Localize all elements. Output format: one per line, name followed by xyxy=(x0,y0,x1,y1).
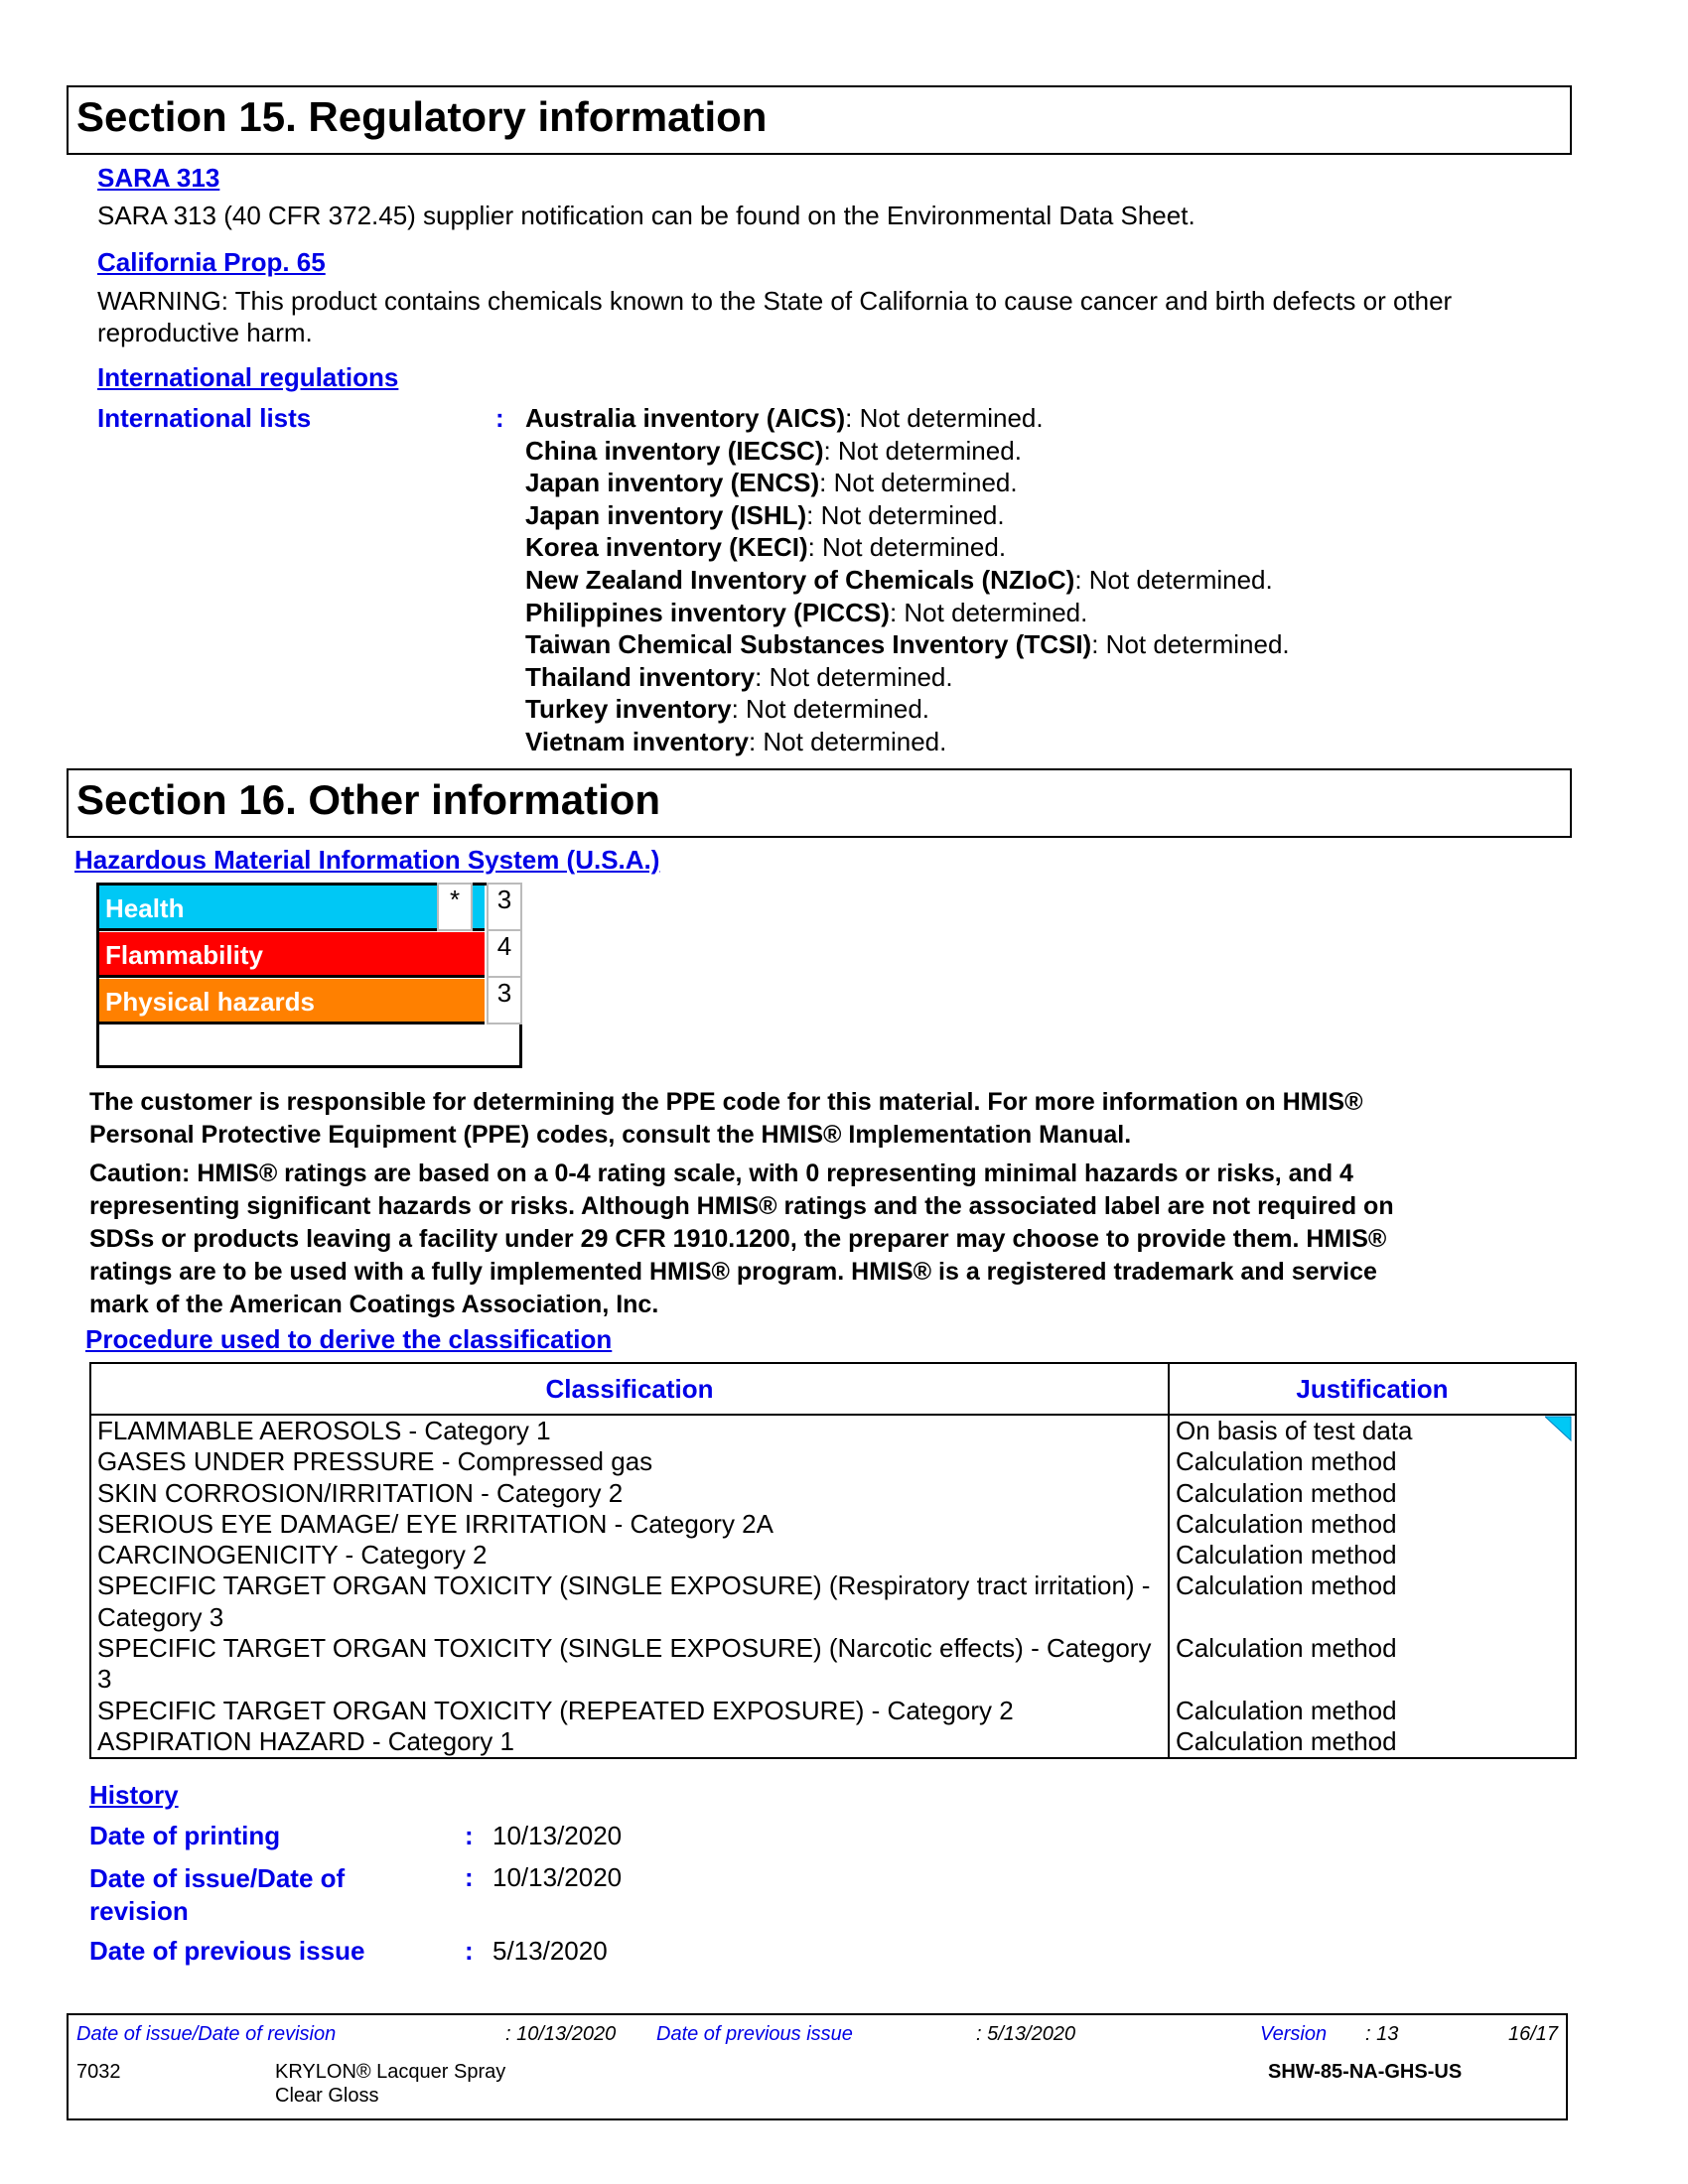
justification-cell: On basis of test data xyxy=(1176,1416,1413,1445)
history-link[interactable]: History xyxy=(89,1780,179,1810)
inventory-status: : Not determined. xyxy=(806,499,1005,530)
justification-cell: Calculation method xyxy=(1176,1633,1397,1664)
text-line: representing significant hazards or risks. Although HMIS® ratings and the associated label are not required on xyxy=(89,1192,1394,1220)
justification-cell: Calculation method xyxy=(1176,1477,1397,1508)
hmis-row-physical-hazards: Physical hazards xyxy=(99,979,485,1024)
classification-cell: SPECIFIC TARGET ORGAN TOXICITY (REPEATED EXPOSURE) - Category 2 xyxy=(90,1696,1169,1726)
classification-cell: GASES UNDER PRESSURE - Compressed gas xyxy=(90,1446,1169,1477)
table-row xyxy=(90,1570,1576,1633)
hmis-rating-table xyxy=(96,883,522,1068)
inventory-status: : Not determined. xyxy=(1074,565,1273,595)
inventory-status: : Not determined. xyxy=(819,468,1018,498)
hmis-row-health: Health xyxy=(99,886,485,931)
inventory-item xyxy=(525,662,953,693)
colon: : xyxy=(465,1821,474,1850)
inventory-item xyxy=(525,629,1290,660)
table-row xyxy=(90,1726,1576,1758)
table-row xyxy=(90,1633,1576,1696)
text-line: mark of the American Coatings Association, Inc. xyxy=(89,1291,659,1318)
history-value: 10/13/2020 xyxy=(492,1821,623,1850)
intl-lists-label: International lists xyxy=(97,403,312,433)
inventory-name: China inventory (IECSC) xyxy=(525,435,824,466)
inventory-item xyxy=(525,694,929,725)
justification-cell: Calculation method xyxy=(1176,1725,1397,1756)
inventory-item xyxy=(525,436,1022,467)
table-row xyxy=(90,1696,1576,1726)
text-line: ratings are to be used with a fully implemented HMIS® program. HMIS® is a registered trademark and service xyxy=(89,1258,1377,1286)
inventory-status: : Not determined. xyxy=(1091,629,1290,660)
inventory-name: Philippines inventory (PICCS) xyxy=(525,597,890,627)
inventory-status: : Not determined. xyxy=(823,435,1022,466)
inventory-item xyxy=(525,598,1087,628)
hmis-link[interactable]: Hazardous Material Information System (U.S.A.) xyxy=(74,845,660,875)
inventory-name: Vietnam inventory xyxy=(525,727,749,756)
page-number: 16/17 xyxy=(1508,2023,1559,2045)
history-value: 5/13/2020 xyxy=(492,1936,608,1966)
section-16-header xyxy=(67,768,1572,838)
table-row xyxy=(90,1478,1576,1509)
colon: : xyxy=(465,1936,474,1966)
justification-cell: Calculation method xyxy=(1176,1540,1397,1570)
justification-cell: Calculation method xyxy=(1176,1695,1397,1725)
triangle-marker-icon xyxy=(1545,1415,1573,1442)
text-line: Caution: HMIS® ratings are based on a 0-4 rating scale, with 0 representing minimal hazards or risks, and 4 xyxy=(89,1160,1353,1187)
inventory-name: Japan inventory (ENCS) xyxy=(525,468,820,498)
classification-cell: CARCINOGENICITY - Category 2 xyxy=(90,1540,1169,1570)
hmis-chronic-marker: * xyxy=(437,883,473,931)
header-justification: Justification xyxy=(1169,1363,1576,1415)
classification-cell: SERIOUS EYE DAMAGE/ EYE IRRITATION - Category 2A xyxy=(90,1509,1169,1540)
classification-cell: SPECIFIC TARGET ORGAN TOXICITY (SINGLE EXPOSURE) (Respiratory tract irritation) - Category 3 xyxy=(90,1570,1169,1633)
history-label: Date of printing xyxy=(89,1821,281,1850)
hmis-rating-value: 4 xyxy=(487,929,522,978)
table-row xyxy=(90,1446,1576,1477)
inventory-status: : Not determined. xyxy=(755,661,953,692)
inventory-item xyxy=(525,727,946,757)
classification-cell: ASPIRATION HAZARD - Category 1 xyxy=(90,1726,1169,1758)
inventory-name: Thailand inventory xyxy=(525,661,756,692)
product-name: KRYLON® Lacquer Spray xyxy=(275,2061,506,2083)
section-title: Section 15. Regulatory information xyxy=(76,93,768,140)
section-15-header xyxy=(67,85,1572,155)
page-footer xyxy=(67,2013,1568,2120)
inventory-name: Korea inventory (KECI) xyxy=(525,532,808,563)
justification-cell: Calculation method xyxy=(1176,1570,1397,1601)
section-title: Section 16. Other information xyxy=(76,776,661,823)
product-code: 7032 xyxy=(76,2061,121,2083)
prop65-text: WARNING: This product contains chemicals known to the State of California to cause cancer and birth defects or other xyxy=(97,286,1453,316)
sara-text: SARA 313 (40 CFR 372.45) supplier notification can be found on the Environmental Data Sheet. xyxy=(97,201,1196,230)
inventory-name: Japan inventory (ISHL) xyxy=(525,499,807,530)
inventory-status: : Not determined. xyxy=(748,727,947,756)
sara-313-link[interactable]: SARA 313 xyxy=(97,163,220,193)
caution-note xyxy=(89,1158,1559,1321)
table-row xyxy=(90,1415,1576,1446)
inventory-status: : Not determined. xyxy=(845,403,1044,433)
document-id: SHW-85-NA-GHS-US xyxy=(1268,2061,1463,2083)
text-line: The customer is responsible for determining the PPE code for this material. For more information on HMIS® xyxy=(89,1088,1363,1116)
inventory-name: Taiwan Chemical Substances Inventory (TCSI) xyxy=(525,629,1092,660)
footer-prev-value: : 5/13/2020 xyxy=(976,2023,1076,2045)
prop65-link[interactable]: California Prop. 65 xyxy=(97,247,326,277)
procedure-link[interactable]: Procedure used to derive the classification xyxy=(85,1324,613,1354)
text-line: Personal Protective Equipment (PPE) codes, consult the HMIS® Implementation Manual. xyxy=(89,1121,1132,1149)
footer-issue-label: Date of issue/Date of revision xyxy=(76,2023,337,2045)
footer-version-value: : 13 xyxy=(1365,2023,1399,2045)
classification-cell: SKIN CORROSION/IRRITATION - Category 2 xyxy=(90,1478,1169,1509)
text-line: SDSs or products leaving a facility under 29 CFR 1910.1200, the preparer may choose to provide them. HMIS® xyxy=(89,1225,1387,1253)
header-classification: Classification xyxy=(90,1363,1169,1415)
history-label: Date of previous issue xyxy=(89,1936,365,1966)
hmis-row-flammability: Flammability xyxy=(99,932,485,978)
inventory-item xyxy=(525,500,1005,531)
footer-prev-label: Date of previous issue xyxy=(656,2023,853,2045)
colon: : xyxy=(495,403,504,433)
inventory-status: : Not determined. xyxy=(731,694,930,725)
inventory-status: : Not determined. xyxy=(889,597,1088,627)
classification-cell: SPECIFIC TARGET ORGAN TOXICITY (SINGLE EXPOSURE) (Narcotic effects) - Category 3 xyxy=(90,1633,1169,1696)
ppe-note xyxy=(89,1086,1559,1152)
justification-cell: Calculation method xyxy=(1176,1508,1397,1539)
intl-regs-link[interactable]: International regulations xyxy=(97,362,399,392)
product-name: Clear Gloss xyxy=(275,2085,379,2107)
table-row xyxy=(90,1540,1576,1570)
inventory-item xyxy=(525,532,1006,563)
classification-cell: FLAMMABLE AEROSOLS - Category 1 xyxy=(90,1415,1169,1446)
inventory-status: : Not determined. xyxy=(807,532,1007,563)
hmis-rating-value: 3 xyxy=(487,883,522,931)
prop65-text: reproductive harm. xyxy=(97,318,313,347)
inventory-item xyxy=(525,565,1273,596)
footer-version-label: Version xyxy=(1260,2023,1328,2045)
classification-table xyxy=(89,1362,1577,1759)
inventory-item xyxy=(525,403,1044,434)
justification-cell: Calculation method xyxy=(1176,1446,1397,1477)
inventory-name: New Zealand Inventory of Chemicals (NZIoC) xyxy=(525,565,1075,595)
colon: : xyxy=(465,1862,474,1892)
table-row xyxy=(90,1509,1576,1540)
inventory-name: Australia inventory (AICS) xyxy=(525,403,846,433)
hmis-rating-value: 3 xyxy=(487,976,522,1024)
history-label: Date of issue/Date of revision xyxy=(89,1863,346,1926)
history-value: 10/13/2020 xyxy=(492,1862,623,1892)
inventory-item xyxy=(525,468,1018,498)
inventory-name: Turkey inventory xyxy=(525,694,732,725)
footer-issue-value: : 10/13/2020 xyxy=(505,2023,617,2045)
